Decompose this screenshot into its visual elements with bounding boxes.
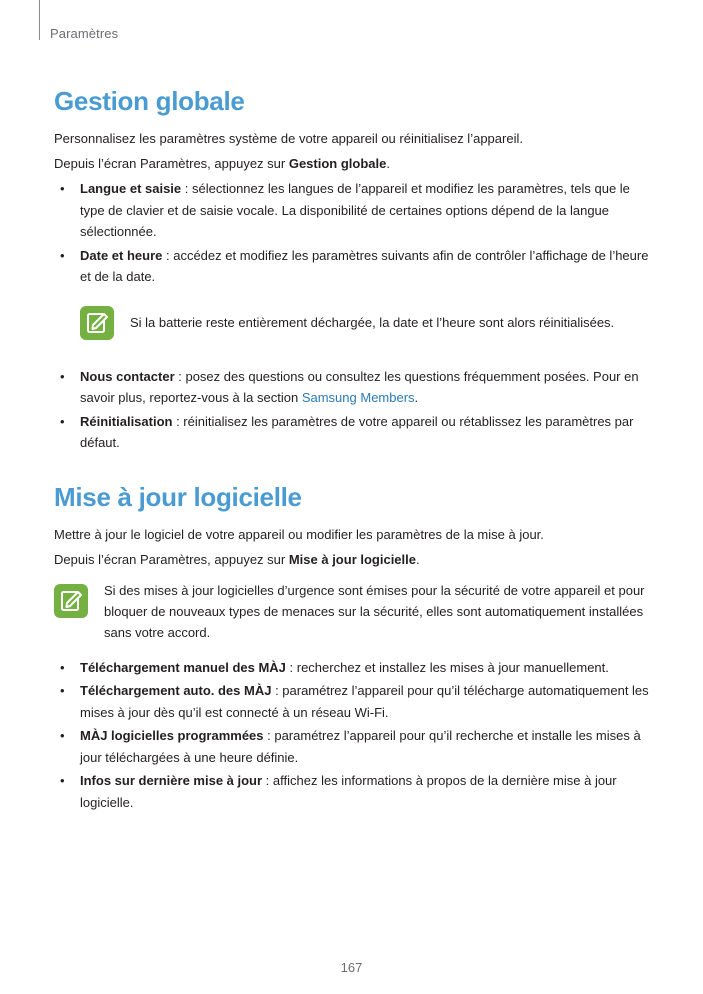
item-term: Langue et saisie <box>80 181 182 196</box>
bullet-dot: • <box>60 413 65 429</box>
bullet-dot: • <box>60 683 65 698</box>
navigation-path <box>54 153 650 174</box>
samsung-members-link[interactable]: Samsung Members <box>301 390 415 405</box>
item-text: : paramétrez l’appareil pour qu’il télécharge automatiquement les mises à jour dès qu’il est connecté à un réseau Wi-Fi. <box>80 683 649 720</box>
list-item <box>54 178 650 243</box>
item-text: : affichez les informations à propos de la dernière mise à jour logicielle. <box>80 773 617 810</box>
section-title: Mise à jour logicielle <box>54 481 302 512</box>
bullet-dot: • <box>60 181 65 196</box>
bullet-list <box>54 178 650 288</box>
list-item <box>54 245 650 288</box>
list-item <box>54 770 650 813</box>
path-suffix: . <box>386 156 390 171</box>
header-title: Paramètres <box>50 26 119 41</box>
note-text: Si la batterie reste entièrement déchargée, la date et l’heure sont alors réinitialisées. <box>130 314 615 330</box>
path-suffix: . <box>416 551 420 567</box>
section-intro: Mettre à jour le logiciel de votre appareil ou modifier les paramètres de la mise à jour. <box>54 526 544 542</box>
note-pencil-icon <box>80 306 114 340</box>
item-term: Date et heure <box>80 247 163 263</box>
section-gestion-globale <box>54 84 650 454</box>
section-mise-a-jour-logicielle <box>54 480 650 814</box>
item-term: Téléchargement auto. des MÀJ <box>80 683 272 698</box>
note-text: Si des mises à jour logicielles d’urgence sont émises pour la sécurité de votre appareil et pour bloquer de nouveaux types de menaces sur la sécurité, elles sont automatiquement installées sans votre accord. <box>104 582 645 640</box>
page-content <box>54 84 650 815</box>
item-text: : accédez et modifiez les paramètres suivants afin de contrôler l’affichage de l’heure et de la date. <box>80 247 649 284</box>
bullet-dot: • <box>60 368 65 384</box>
list-item <box>54 657 650 679</box>
list-item <box>54 680 650 723</box>
header-rule <box>39 0 40 40</box>
bullet-dot: • <box>60 773 65 788</box>
item-text: : paramétrez l’appareil pour qu’il recherche et installe les mises à jour téléchargées à une heure définie. <box>80 728 641 765</box>
list-item <box>54 411 650 454</box>
section-intro: Personnalisez les paramètres système de votre appareil ou réinitialisez l’appareil. <box>54 131 523 146</box>
list-item <box>54 725 650 768</box>
item-text: : réinitialisez les paramètres de votre appareil ou rétablissez les paramètres par défaut. <box>80 413 634 450</box>
item-term: Infos sur dernière mise à jour <box>80 773 263 788</box>
bullet-list <box>54 657 650 814</box>
item-term: MÀJ logicielles programmées <box>80 728 264 743</box>
item-term: Nous contacter <box>80 368 175 384</box>
section-title: Gestion globale <box>54 86 245 116</box>
page-number: 167 <box>340 960 363 975</box>
navigation-path <box>54 549 650 570</box>
note-box <box>54 298 650 352</box>
item-text-end: . <box>414 390 419 405</box>
bullet-dot: • <box>60 659 65 675</box>
note-box <box>54 580 650 643</box>
list-item <box>54 366 650 409</box>
path-prefix: Depuis l’écran Paramètres, appuyez sur <box>54 551 289 567</box>
item-term: Téléchargement manuel des MÀJ <box>80 659 286 675</box>
bullet-list <box>54 366 650 454</box>
path-prefix: Depuis l’écran Paramètres, appuyez sur <box>54 156 289 171</box>
path-target: Mise à jour logicielle <box>288 551 416 567</box>
note-pencil-icon <box>54 584 88 618</box>
bullet-dot: • <box>60 728 65 743</box>
item-term: Réinitialisation <box>80 413 173 429</box>
bullet-dot: • <box>60 247 65 263</box>
item-text: : sélectionnez les langues de l’appareil et modifiez les paramètres, tels que le type de clavier et de saisie vocale. La disponibilité de certaines options dépend de la langue sélectionnée. <box>80 181 630 239</box>
path-target: Gestion globale <box>288 156 387 171</box>
item-text: : recherchez et installez les mises à jour manuellement. <box>285 659 609 675</box>
item-text: : posez des questions ou consultez les questions fréquemment posées. Pour en savoir plus, reportez-vous à la section <box>80 368 639 405</box>
